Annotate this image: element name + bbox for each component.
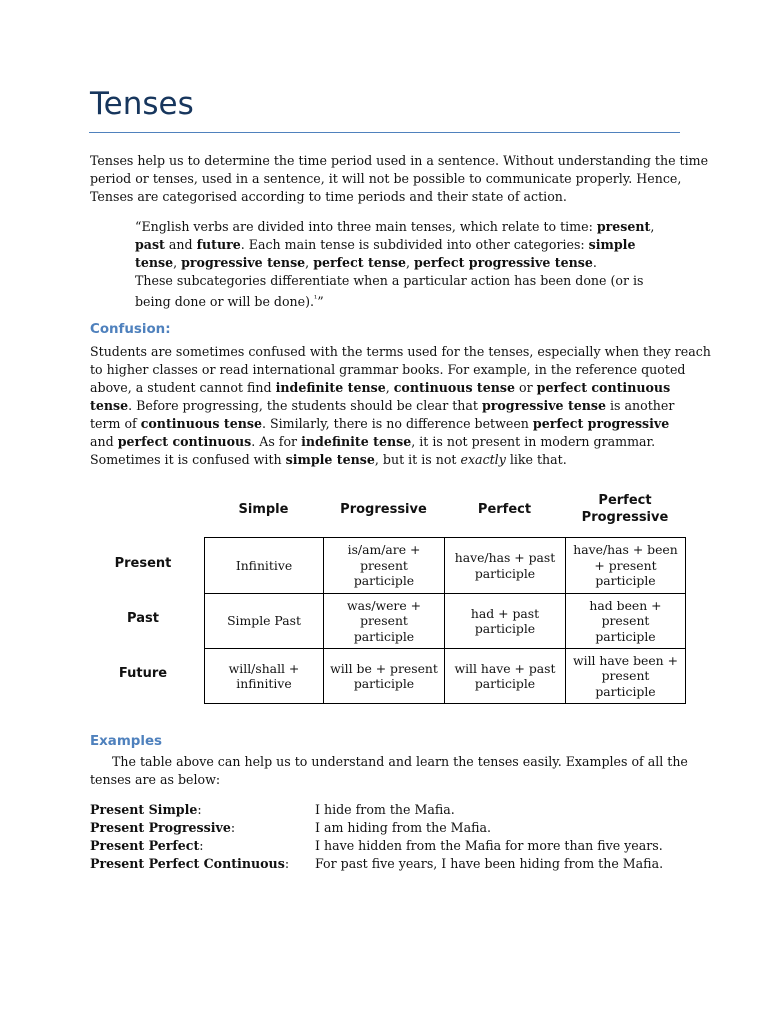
- block-quote: [135, 218, 655, 311]
- row-header-future: Future: [118, 666, 168, 681]
- example-sentence: For past five years, I have been hiding from the Mafia.: [315, 856, 664, 871]
- row-header-present: Present: [114, 556, 172, 571]
- column-header-progressive: Progressive: [340, 502, 427, 517]
- column-header-simple: Simple: [238, 502, 289, 517]
- table-cell: will have been + present participle: [566, 649, 686, 704]
- column-header-perfect-progressive: Perfect Progressive: [581, 493, 669, 525]
- page-title: Tenses: [90, 86, 194, 122]
- table-cell: will/shall + infinitive: [205, 649, 324, 704]
- quote-line: These subcategories differentiate when a particular action has been done (or is: [135, 273, 644, 288]
- confusion-heading: Confusion:: [90, 322, 171, 337]
- intro-line: Tenses are categorised according to time periods and their state of action.: [90, 189, 567, 204]
- table-row: [205, 594, 686, 649]
- example-label: Present Perfect:: [90, 838, 204, 853]
- table-cell: was/were + present participle: [324, 594, 445, 649]
- example-label: Present Progressive:: [90, 820, 236, 835]
- table-cell: have/has + past participle: [445, 538, 566, 594]
- quote-line: “English verbs are divided into three main tenses, which relate to time: present,: [135, 219, 655, 234]
- example-sentence: I hide from the Mafia.: [315, 802, 455, 817]
- confusion-line: above, a student cannot find indefinite tense, continuous tense or perfect continuous: [90, 380, 671, 395]
- examples-heading: Examples: [90, 734, 163, 749]
- example-sentence: I have hidden from the Mafia for more than five years.: [315, 838, 663, 853]
- examples-intro: [90, 753, 690, 789]
- examples-intro-line: The table above can help us to understand and learn the tenses easily. Examples of all the: [112, 754, 688, 769]
- example-label: Present Perfect Continuous:: [90, 856, 290, 871]
- table-cell: had been + present participle: [566, 594, 686, 649]
- table-row: [205, 538, 686, 594]
- examples-intro-line: tenses are as below:: [90, 772, 221, 787]
- title-underline: [89, 132, 680, 133]
- table-cell: Simple Past: [205, 594, 324, 649]
- table-cell: is/am/are + present participle: [324, 538, 445, 594]
- table-cell: had + past participle: [445, 594, 566, 649]
- tense-table: [204, 537, 686, 704]
- confusion-line: Students are sometimes confused with the terms used for the tenses, especially when they reach: [90, 344, 711, 359]
- row-header-past: Past: [127, 611, 159, 626]
- confusion-line: Sometimes it is confused with simple tense, but it is not exactly like that.: [90, 452, 567, 467]
- table-cell: will have + past participle: [445, 649, 566, 704]
- intro-paragraph: [90, 152, 709, 206]
- confusion-line: and perfect continuous. As for indefinite tense, it is not present in modern grammar.: [90, 434, 656, 449]
- intro-line: period or tenses, used in a sentence, it will not be possible to communicate properly. Hence,: [90, 171, 682, 186]
- confusion-line: to higher classes or read international grammar books. For example, in the reference quoted: [90, 362, 686, 377]
- quote-line: being done or will be done).$^{^1}$”: [135, 294, 324, 310]
- table-row: [205, 649, 686, 704]
- intro-line: Tenses help us to determine the time period used in a sentence. Without understanding the time: [90, 153, 709, 168]
- quote-line: tense, progressive tense, perfect tense, perfect progressive tense.: [135, 255, 597, 270]
- confusion-paragraph: [90, 343, 711, 469]
- example-sentence: I am hiding from the Mafia.: [315, 820, 491, 835]
- footnote-marker: ¹: [314, 294, 318, 303]
- confusion-line: tense. Before progressing, the students should be clear that progressive tense is another: [90, 398, 675, 413]
- table-cell: have/has + been + present participle: [566, 538, 686, 594]
- table-cell: Infinitive: [205, 538, 324, 594]
- example-label: Present Simple:: [90, 802, 202, 817]
- confusion-line: term of continuous tense. Similarly, there is no difference between perfect progressive: [90, 416, 670, 431]
- table-cell: will be + present participle: [324, 649, 445, 704]
- quote-line: past and future. Each main tense is subdivided into other categories: simple: [135, 237, 636, 252]
- column-header-perfect: Perfect: [477, 502, 532, 517]
